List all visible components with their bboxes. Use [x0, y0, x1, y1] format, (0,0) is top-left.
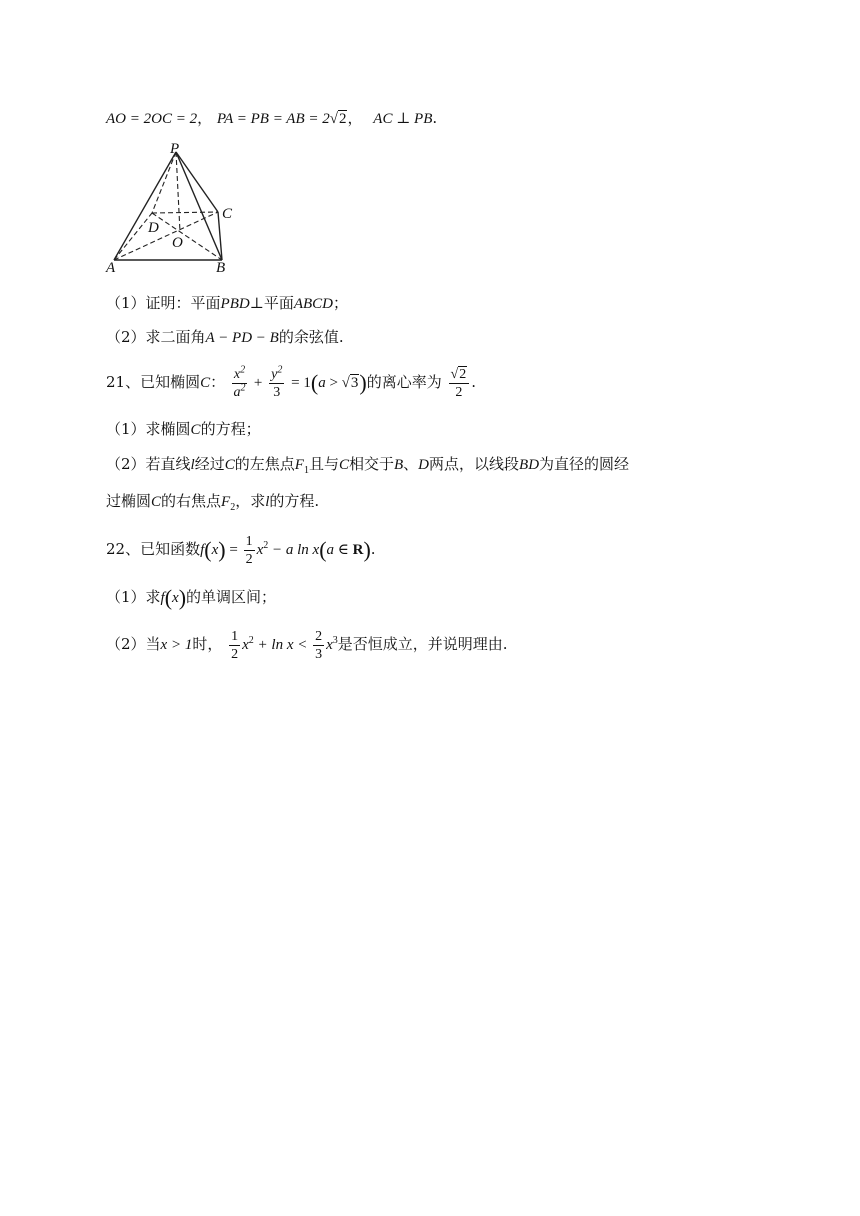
- label-b: B: [216, 260, 226, 276]
- edge-po: [176, 152, 180, 232]
- q21-statement: 21、已知椭圆C： $\frac{x^2}{a^2}$ + $\frac{y^2}{3}$ = 1(a > √3)的离心率为 $\frac{√2}{2}$ .: [106, 363, 476, 400]
- q20-part1: （1）证明：平面PBD⊥平面ABCD；: [106, 294, 349, 312]
- q22-statement: 22、已知函数f(x) = $\frac{1}{2}$ $x^2 - a$ ln x(a ∈ R).: [106, 533, 376, 567]
- fraction-eccentricity: $\frac{√2}{2}$: [449, 366, 470, 401]
- edge-ad: [114, 213, 152, 260]
- q21-part1: （1）求椭圆C的方程；: [106, 420, 261, 438]
- edge-pa: [114, 152, 176, 260]
- q22-part1: （1）求f(x)的单调区间；: [106, 585, 277, 610]
- label-o: O: [172, 235, 183, 251]
- edge-ac: [114, 212, 218, 260]
- label-d: D: [148, 220, 159, 236]
- q20-part2: （2）求二面角A − PD − B的余弦值.: [106, 328, 344, 346]
- condition-ac-perp-pb: AC ⊥ PB: [373, 111, 433, 127]
- q21-part2-line1: （2）若直线l经过C的左焦点$F_1$且与C相交于B、D两点，以线段BD为直径的圆经: [106, 455, 630, 476]
- label-a: A: [106, 260, 116, 276]
- edge-pb: [176, 152, 222, 260]
- fraction-y2-3: $\frac{y^2}{3}$: [271, 363, 283, 400]
- label-c: C: [222, 206, 233, 222]
- fraction-two-thirds: $\frac{2}{3}$: [315, 628, 323, 662]
- given-conditions: AO = 2OC = 2， PA = PB = AB = 2√2， AC ⊥ PB.: [106, 109, 438, 127]
- condition-ao: AO = 2OC = 2: [106, 111, 198, 127]
- fraction-half-2: $\frac{1}{2}$: [231, 628, 239, 662]
- pyramid-figure: [104, 140, 244, 276]
- label-p: P: [170, 141, 180, 157]
- sqrt-symbol: √2: [329, 111, 347, 127]
- q22-part2: （2）当x > 1时， $\frac{1}{2}$ $x^2 + \ln x$ < $\frac{2}{3}$ $x^3$是否恒成立，并说明理由.: [106, 628, 508, 662]
- fraction-half: $\frac{1}{2}$: [245, 533, 253, 567]
- fraction-x2-a2: $\frac{x^2}{a^2}$: [233, 363, 246, 400]
- edge-pd: [152, 152, 176, 213]
- q21-part2-line2: 过椭圆C的右焦点$F_2$，求l的方程.: [106, 492, 320, 513]
- condition-pa: PA = PB = AB = 2: [216, 111, 330, 127]
- edge-dc: [152, 212, 218, 213]
